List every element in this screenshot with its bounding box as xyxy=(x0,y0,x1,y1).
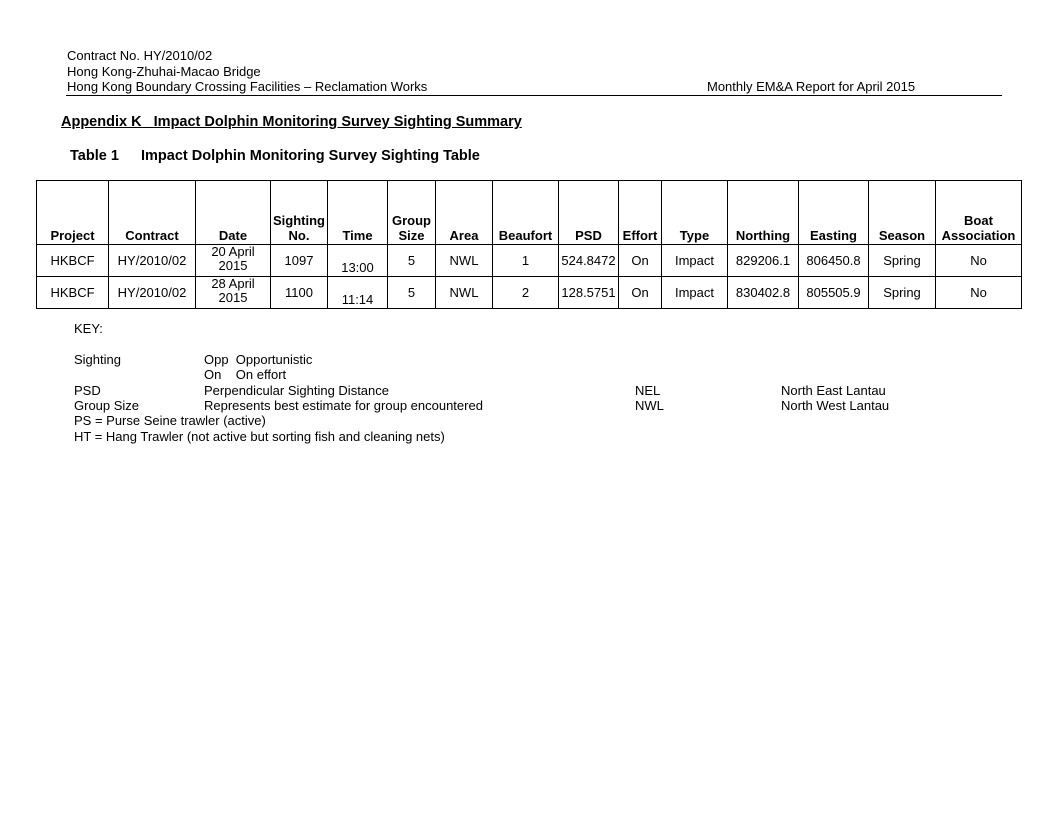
cell-easting: 805505.9 xyxy=(799,277,869,309)
col-header-area: Area xyxy=(436,181,493,245)
col-header-season: Season xyxy=(869,181,936,245)
table-number: Table 1 xyxy=(70,148,119,164)
key-ht-definition: HT = Hang Trawler (not active but sorting fish and cleaning nets) xyxy=(74,429,445,444)
cell-time: 11:14 xyxy=(328,277,388,309)
cell-sighting-no: 1100 xyxy=(271,277,328,309)
col-header-date: Date xyxy=(196,181,271,245)
col-header-type: Type xyxy=(662,181,728,245)
cell-area: NWL xyxy=(436,277,493,309)
col-header-project: Project xyxy=(37,181,109,245)
cell-type: Impact xyxy=(662,277,728,309)
cell-psd: 128.5751 xyxy=(559,277,619,309)
cell-northing: 830402.8 xyxy=(728,277,799,309)
key-psd-term: PSD xyxy=(74,383,101,398)
cell-easting: 806450.8 xyxy=(799,245,869,277)
sighting-table xyxy=(36,180,1022,309)
report-title: Monthly EM&A Report for April 2015 xyxy=(707,79,916,94)
col-header-beaufort: Beaufort xyxy=(493,181,559,245)
facility-name: Hong Kong Boundary Crossing Facilities – Reclamation Works xyxy=(67,79,428,94)
col-header-easting: Easting xyxy=(799,181,869,245)
contract-number: Contract No. HY/2010/02 xyxy=(67,48,213,63)
col-header-sighting-no: Sighting No. xyxy=(271,181,328,245)
cell-beaufort: 1 xyxy=(493,245,559,277)
table-row xyxy=(37,245,1022,277)
cell-sighting-no: 1097 xyxy=(271,245,328,277)
col-header-group-size: Group Size xyxy=(388,181,436,245)
key-sighting-term: Sighting xyxy=(74,352,121,367)
cell-beaufort: 2 xyxy=(493,277,559,309)
col-header-contract: Contract xyxy=(109,181,196,245)
cell-psd: 524.8472 xyxy=(559,245,619,277)
cell-effort: On xyxy=(619,245,662,277)
cell-time: 13:00 xyxy=(328,245,388,277)
cell-season: Spring xyxy=(869,277,936,309)
col-header-effort: Effort xyxy=(619,181,662,245)
cell-date: 28 April 2015 xyxy=(196,277,271,309)
cell-type: Impact xyxy=(662,245,728,277)
key-psd-definition: Perpendicular Sighting Distance xyxy=(204,383,389,398)
table-title: Impact Dolphin Monitoring Survey Sighting Table xyxy=(141,148,480,164)
key-group-size-term: Group Size xyxy=(74,398,140,413)
cell-effort: On xyxy=(619,277,662,309)
cell-group-size: 5 xyxy=(388,277,436,309)
cell-area: NWL xyxy=(436,245,493,277)
cell-season: Spring xyxy=(869,245,936,277)
key-group-size-definition: Represents best estimate for group encountered xyxy=(204,398,483,413)
key-ps-definition: PS = Purse Seine trawler (active) xyxy=(74,413,266,428)
cell-contract: HY/2010/02 xyxy=(109,277,196,309)
cell-northing: 829206.1 xyxy=(728,245,799,277)
table-caption xyxy=(70,148,480,164)
appendix-title: Appendix K Impact Dolphin Monitoring Survey Sighting Summary xyxy=(61,114,522,130)
cell-boat-association: No xyxy=(936,277,1022,309)
table-header-row xyxy=(37,181,1022,245)
cell-boat-association: No xyxy=(936,245,1022,277)
key-nwl-definition: North West Lantau xyxy=(781,398,890,413)
cell-project: HKBCF xyxy=(37,245,109,277)
key-nwl-term: NWL xyxy=(635,398,664,413)
col-header-psd: PSD xyxy=(559,181,619,245)
table-row xyxy=(37,277,1022,309)
cell-project: HKBCF xyxy=(37,277,109,309)
key-nel-definition: North East Lantau xyxy=(781,383,886,398)
cell-date: 20 April 2015 xyxy=(196,245,271,277)
header-divider xyxy=(66,95,1002,96)
key-on-definition: On On effort xyxy=(204,367,287,382)
cell-contract: HY/2010/02 xyxy=(109,245,196,277)
key-nel-term: NEL xyxy=(635,383,661,398)
key-opp-definition: Opp Opportunistic xyxy=(204,352,313,367)
col-header-boat-association: Boat Association xyxy=(936,181,1022,245)
project-name: Hong Kong-Zhuhai-Macao Bridge xyxy=(67,64,261,79)
col-header-time: Time xyxy=(328,181,388,245)
cell-group-size: 5 xyxy=(388,245,436,277)
col-header-northing: Northing xyxy=(728,181,799,245)
key-heading: KEY: xyxy=(74,321,103,336)
